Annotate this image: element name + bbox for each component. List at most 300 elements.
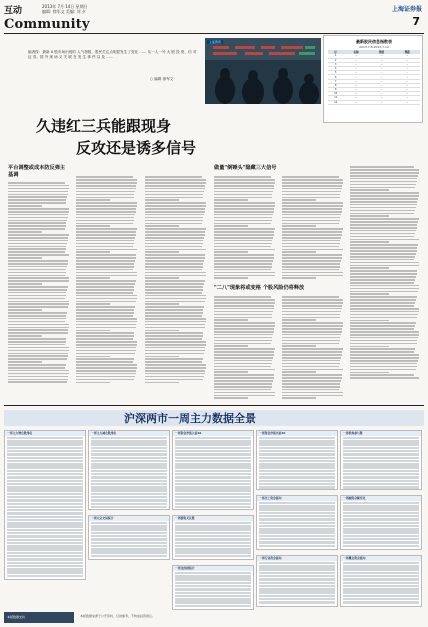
text-line — [8, 301, 69, 303]
text-line — [282, 305, 342, 307]
text-line — [76, 194, 134, 196]
text-line — [145, 223, 202, 225]
table-cell: — — [343, 79, 369, 83]
text-line — [350, 374, 414, 376]
mini-table-row — [7, 480, 83, 482]
text-line — [76, 347, 136, 349]
text-line — [145, 309, 203, 311]
text-line — [214, 328, 274, 330]
mini-table-row — [259, 562, 335, 564]
text-line — [282, 176, 339, 178]
text-line — [76, 225, 110, 227]
mini-table-row — [259, 453, 335, 455]
text-line — [145, 243, 203, 245]
text-line — [282, 319, 316, 321]
text-line — [214, 308, 274, 310]
text-line — [76, 350, 136, 352]
issue-meta — [42, 4, 88, 14]
text-line — [76, 179, 137, 181]
text-line — [145, 254, 205, 256]
text-line — [76, 364, 137, 366]
mini-table-row — [7, 453, 83, 455]
text-line — [214, 272, 275, 274]
mini-table-row — [343, 450, 419, 452]
mini-table-row — [259, 591, 335, 593]
text-line — [214, 208, 274, 210]
text-line — [145, 321, 206, 323]
mini-table-row — [343, 466, 419, 468]
text-line — [8, 217, 68, 219]
mini-table-row — [259, 486, 335, 488]
text-line — [214, 360, 272, 362]
text-line — [214, 334, 273, 336]
text-line — [8, 381, 67, 383]
column-2-body — [76, 176, 138, 383]
text-line — [350, 372, 389, 374]
mini-table-row — [7, 473, 83, 475]
text-line — [350, 224, 417, 226]
mini-table-row — [343, 588, 419, 590]
text-line — [76, 361, 133, 363]
text-line — [145, 257, 205, 259]
text-line — [76, 182, 137, 184]
text-line — [145, 289, 203, 291]
mini-table-row — [259, 595, 335, 597]
mini-table-row — [259, 528, 335, 530]
mini-table-title: 一周机构参与股 — [341, 431, 421, 436]
mini-table-row — [343, 502, 419, 504]
table-cell: 12 — [328, 100, 343, 104]
text-line — [214, 225, 248, 227]
text-line — [350, 357, 419, 359]
mini-data-table — [172, 565, 254, 610]
text-line — [8, 353, 68, 355]
mini-table-row — [259, 437, 335, 439]
mini-table-row — [175, 486, 251, 488]
mini-table-row — [259, 473, 335, 475]
mini-table-row — [259, 568, 335, 570]
table-header-cell: 名称 — [343, 50, 369, 54]
mini-table-row — [259, 598, 335, 600]
text-line — [282, 363, 340, 365]
mini-table-row — [91, 555, 167, 557]
text-line — [214, 266, 272, 268]
text-line — [145, 330, 179, 332]
text-line — [350, 311, 419, 313]
text-line — [214, 374, 274, 376]
mini-table-row — [7, 506, 83, 508]
mini-table-row — [91, 522, 167, 524]
text-line — [350, 244, 418, 246]
mini-table-row — [259, 541, 335, 543]
mini-table-row — [7, 542, 83, 544]
mini-table-row — [343, 565, 419, 567]
text-line — [76, 335, 134, 337]
table-cell: 9 — [328, 88, 343, 92]
text-line — [8, 335, 42, 337]
mini-table-row — [343, 460, 419, 462]
text-line — [76, 223, 133, 225]
mini-table-title: 一周龙虎榜统计 — [173, 566, 253, 571]
text-line — [350, 328, 414, 330]
mini-table-row — [343, 505, 419, 507]
mini-table-row — [7, 519, 83, 521]
text-line — [350, 184, 416, 186]
text-line — [8, 303, 69, 305]
text-line — [76, 286, 134, 288]
text-line — [214, 231, 274, 233]
text-line — [350, 354, 419, 356]
text-line — [8, 318, 66, 320]
mini-table-row — [175, 532, 251, 534]
text-line — [350, 348, 415, 350]
text-line — [350, 198, 418, 200]
text-line — [350, 236, 414, 238]
mini-table-row — [91, 470, 167, 472]
mini-table-row — [7, 568, 83, 570]
mini-table-row — [175, 499, 251, 501]
mini-table-row — [7, 555, 83, 557]
text-line — [76, 306, 135, 308]
text-line — [8, 364, 66, 366]
text-line — [145, 292, 202, 294]
text-line — [145, 315, 202, 317]
index-table-box — [323, 35, 423, 123]
text-line — [76, 303, 110, 305]
text-line — [145, 301, 205, 303]
text-line — [282, 182, 343, 184]
text-line — [282, 217, 340, 219]
text-line — [76, 376, 135, 378]
text-line — [8, 347, 69, 349]
text-line — [350, 262, 419, 264]
text-line — [350, 230, 416, 232]
mini-table-row — [91, 532, 167, 534]
text-line — [214, 371, 248, 373]
mini-table-row — [259, 578, 335, 580]
text-line — [282, 311, 341, 313]
mini-table-row — [175, 601, 251, 603]
text-line — [350, 337, 418, 339]
mini-table-row — [7, 552, 83, 554]
text-line — [282, 228, 343, 230]
text-line — [350, 285, 419, 287]
text-line — [8, 248, 66, 250]
table-cell: — — [394, 67, 420, 71]
text-line — [76, 205, 137, 207]
text-line — [76, 298, 137, 300]
text-line — [282, 337, 340, 339]
mini-table-row — [91, 548, 167, 550]
text-line — [76, 277, 110, 279]
text-line — [350, 201, 417, 203]
index-table — [328, 50, 420, 105]
text-line — [76, 356, 110, 358]
text-line — [282, 360, 340, 362]
mini-table-row — [259, 535, 335, 537]
mini-table-row — [7, 512, 83, 514]
article-column-5 — [214, 285, 344, 400]
text-line — [214, 311, 273, 313]
table-cell: — — [343, 54, 369, 58]
mini-table-row — [259, 443, 335, 445]
mini-data-table — [256, 555, 338, 607]
mini-table-row — [175, 450, 251, 452]
text-line — [76, 370, 136, 372]
mini-table-row — [343, 470, 419, 472]
text-line — [282, 386, 340, 388]
table-cell: — — [394, 88, 420, 92]
text-line — [350, 169, 419, 171]
text-line — [145, 324, 205, 326]
text-line — [282, 214, 341, 216]
text-line — [8, 205, 42, 207]
headline-line-1: 久违红三兵能跟现身 — [36, 117, 172, 135]
mini-table-row — [7, 532, 83, 534]
column-4-body-b — [282, 175, 344, 280]
table-cell: — — [343, 83, 369, 87]
mini-table-row — [7, 443, 83, 445]
mini-data-table — [4, 430, 86, 580]
mini-table-row — [259, 525, 335, 527]
mini-table-row — [343, 518, 419, 520]
mini-table-row — [259, 531, 335, 533]
mini-table-row — [7, 562, 83, 564]
mini-table-row — [7, 489, 83, 491]
text-line — [145, 318, 206, 320]
table-cell: — — [394, 92, 420, 96]
article-column-2 — [76, 175, 138, 384]
text-line — [350, 253, 416, 255]
table-cell: — — [369, 62, 395, 66]
text-line — [145, 208, 205, 210]
text-line — [282, 211, 342, 213]
table-cell: 8 — [328, 83, 343, 87]
text-line — [214, 397, 248, 399]
text-line — [214, 369, 275, 371]
mini-table-row — [91, 486, 167, 488]
text-line — [282, 223, 339, 225]
text-line — [214, 234, 274, 236]
mini-table-row — [175, 578, 251, 580]
mini-table-row — [259, 601, 335, 603]
text-line — [76, 309, 134, 311]
text-line — [8, 315, 66, 317]
text-line — [214, 354, 274, 356]
mini-table-row — [259, 538, 335, 540]
text-line — [76, 353, 135, 355]
issue-editors: 编辑: 徐军文 美编: 刘 夕 — [42, 9, 86, 14]
data-band — [4, 410, 424, 426]
mini-table-row — [259, 476, 335, 478]
mini-table-row — [175, 528, 251, 530]
text-line — [282, 397, 316, 399]
text-line — [145, 220, 203, 222]
text-line — [214, 211, 274, 213]
mini-table-row — [343, 476, 419, 478]
mini-table-row — [343, 535, 419, 537]
mini-table-row — [343, 515, 419, 517]
table-cell: — — [343, 88, 369, 92]
mini-table-row — [175, 572, 251, 574]
mini-table-row — [91, 545, 167, 547]
text-line — [76, 280, 136, 282]
table-header-cell: 数值 — [369, 50, 395, 54]
page-header — [4, 3, 424, 33]
text-line — [214, 296, 271, 298]
lower-rule — [4, 405, 424, 406]
text-line — [350, 322, 416, 324]
text-line — [350, 195, 419, 197]
main-headline — [36, 115, 326, 159]
text-line — [8, 272, 66, 274]
text-line — [214, 389, 271, 391]
header-rule — [4, 33, 424, 34]
text-line — [214, 337, 272, 339]
text-line — [350, 369, 416, 371]
text-line — [76, 185, 136, 187]
text-line — [76, 283, 135, 285]
mini-table-row — [259, 460, 335, 462]
mini-table-row — [343, 508, 419, 510]
mini-table-row — [7, 539, 83, 541]
text-line — [8, 263, 68, 265]
mini-table-row — [7, 457, 83, 459]
text-line — [214, 343, 271, 345]
text-line — [76, 214, 135, 216]
text-line — [145, 379, 203, 381]
text-line — [8, 202, 66, 204]
text-line — [8, 350, 69, 352]
text-line — [282, 334, 341, 336]
mini-table-row — [175, 476, 251, 478]
text-line — [8, 199, 66, 201]
table-cell: — — [369, 83, 395, 87]
text-line — [214, 305, 274, 307]
text-line — [282, 266, 340, 268]
text-line — [214, 395, 275, 397]
text-line — [282, 343, 339, 345]
text-line — [282, 237, 341, 239]
text-line — [145, 234, 205, 236]
text-line — [282, 269, 339, 271]
table-cell: — — [394, 96, 420, 100]
text-line — [76, 243, 134, 245]
text-line — [145, 266, 203, 268]
text-line — [350, 302, 415, 304]
text-line — [145, 335, 203, 337]
mini-table-title: 一周融资余额变化 — [341, 496, 421, 501]
text-line — [76, 312, 134, 314]
mini-table-row — [91, 483, 167, 485]
mini-table-row — [175, 555, 251, 557]
mini-table-row — [7, 496, 83, 498]
mini-table-row — [91, 542, 167, 544]
text-line — [8, 225, 66, 227]
text-line — [76, 260, 135, 262]
text-line — [145, 179, 206, 181]
text-line — [145, 194, 203, 196]
table-cell: — — [343, 62, 369, 66]
mini-table-row — [343, 443, 419, 445]
mini-table-row — [175, 460, 251, 462]
text-line — [282, 275, 343, 277]
text-line — [8, 220, 67, 222]
text-line — [76, 324, 136, 326]
text-line — [145, 295, 206, 297]
mini-table-row — [343, 601, 419, 603]
text-line — [282, 240, 340, 242]
table-cell: — — [369, 71, 395, 75]
mini-table-row — [91, 476, 167, 478]
text-line — [214, 348, 275, 350]
text-line — [350, 187, 415, 189]
table-cell: — — [394, 62, 420, 66]
photo-label: 上证资讯 — [209, 40, 222, 44]
text-line — [145, 364, 206, 366]
text-line — [145, 182, 206, 184]
text-line — [145, 332, 203, 334]
mini-table-row — [175, 522, 251, 524]
text-line — [76, 211, 136, 213]
column-5-body-b — [282, 295, 344, 400]
table-cell: — — [394, 58, 420, 62]
mini-table-row — [343, 595, 419, 597]
text-line — [8, 246, 66, 248]
mini-table-row — [343, 522, 419, 524]
issue-date: 2013年 7月 14日 星期日 — [42, 4, 88, 9]
mini-table-row — [175, 542, 251, 544]
text-line — [145, 272, 206, 274]
text-line — [8, 208, 69, 210]
text-line — [282, 340, 340, 342]
text-line — [282, 328, 342, 330]
text-line — [214, 228, 275, 230]
text-line — [8, 222, 66, 224]
mini-table-row — [259, 470, 335, 472]
text-line — [8, 338, 66, 340]
text-line — [282, 392, 343, 394]
text-line — [76, 338, 133, 340]
text-line — [282, 234, 342, 236]
text-line — [145, 376, 204, 378]
text-line — [214, 240, 272, 242]
text-line — [76, 367, 137, 369]
text-line — [8, 327, 69, 329]
mini-table-row — [343, 545, 419, 547]
text-line — [214, 340, 272, 342]
mini-table-row — [7, 476, 83, 478]
table-cell: — — [343, 67, 369, 71]
footer-bar — [4, 612, 74, 623]
mini-table-row — [7, 516, 83, 518]
text-line — [282, 348, 343, 350]
table-header-cell: 涨跌 — [394, 50, 420, 54]
text-line — [145, 246, 202, 248]
text-line — [350, 343, 417, 345]
table-cell: — — [343, 96, 369, 100]
text-line — [350, 305, 414, 307]
mini-table-row — [7, 529, 83, 531]
text-line — [282, 369, 343, 371]
text-line — [76, 382, 110, 384]
text-line — [8, 367, 65, 369]
mini-table-row — [343, 528, 419, 530]
text-line — [8, 324, 69, 326]
text-line — [145, 197, 203, 199]
mini-table-row — [7, 548, 83, 550]
mini-table-row — [343, 568, 419, 570]
